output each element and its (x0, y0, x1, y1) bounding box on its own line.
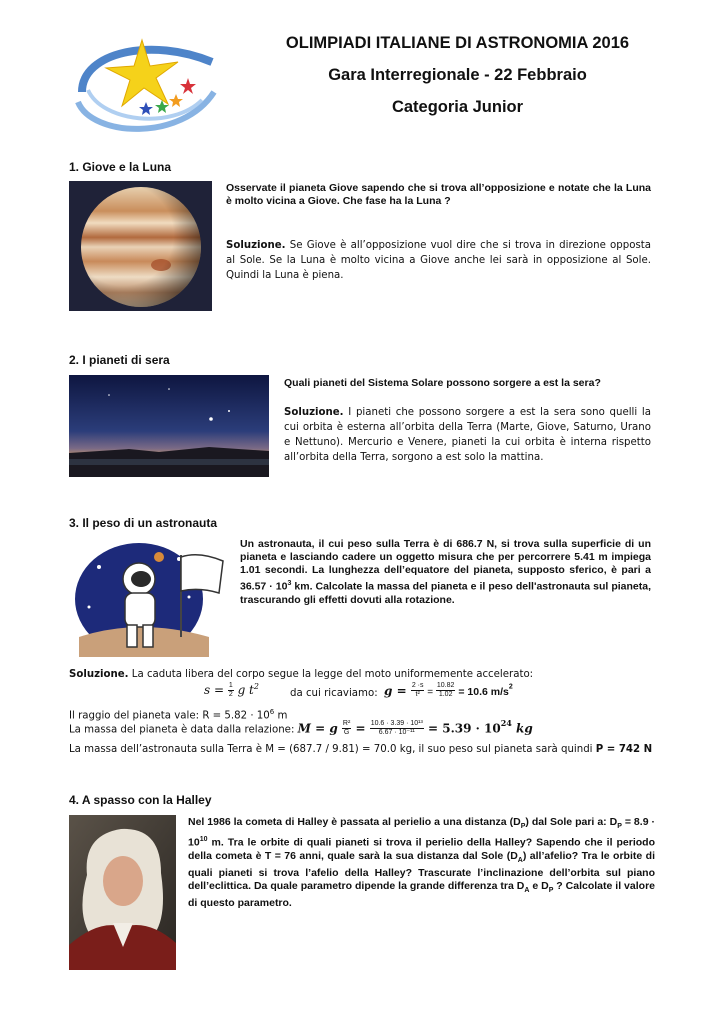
eq-g: g = (384, 684, 411, 698)
eq-g-result-exp: 2 (508, 683, 513, 691)
q1-solution-text: Se Giove è all’opposizione vuol dire che si trova in direzione opposta al Sole. Se la Luna è molto vicina a Giove anche lei sarà in opposizione al Sole. Quindi la Luna è piena. (226, 240, 651, 281)
q1-solution (226, 238, 651, 283)
q4-exp-1: 10 (199, 836, 208, 844)
jupiter-image (69, 181, 212, 311)
mass-unit: kg (511, 721, 533, 736)
weight-text: La massa dell’astronauta sulla Terra è M = (687.7 / 9.81) = 70.0 kg, il suo peso sul pianeta sarà quindi (69, 744, 596, 755)
q3-question-part1: Un astronauta, il cui peso sulla Terra è di 686.7 N, si trova sulla superficie di un pianeta e lasciando cadere un oggetto misura che per percorrere 5.41 m impiega 1.01 secondi. La lunghezza dell’equatore del pianeta, supposto sferico, è pari a 36.57 · 10 (240, 538, 651, 593)
q3-mass-relation (69, 718, 669, 744)
weight-result: P = 742 N (595, 744, 653, 755)
astronaut-image (69, 537, 227, 657)
q4-sub-5: P (548, 886, 554, 894)
q3-question-part2: km. Calcolate la massa del pianeta e il peso dell'astronauta sul pianeta, trascurando gli effetti dovuti alla rotazione. (240, 580, 651, 606)
mass-text: La massa del pianeta è data dalla relazione: (69, 724, 298, 736)
eq-gt: g t (233, 683, 254, 697)
q2-solution-text: I pianeti che possono sorgere a est la sera sono quelli la cui orbita è esterna all’orbita della Terra (Marte, Giove, Saturno, Urano e Nettuno). Mercurio e Venere, pianeti la cui orbita è interna rispetto all’orbita della Terra, sorgono a est solo la mattina. (284, 407, 651, 463)
q3-heading: 3. Il peso di un astronauta (69, 516, 218, 530)
q4-part-f: e D (529, 879, 549, 892)
evening-sky-image (69, 375, 269, 477)
q3-solution-intro-text: La caduta libera del corpo segue la legge del moto uniformemente accelerato: (128, 669, 534, 680)
q2-solution (284, 405, 651, 465)
q2-question: Quali pianeti del Sistema Solare possono sorgere a est la sera? (284, 377, 601, 389)
q1-question: Osservate il pianeta Giove sapendo che si trova all’opposizione e notate che la Luna è molto vicina a Giove. Che fase ha la Luna ? (226, 182, 651, 207)
eq-g-frac1: $\frac{2 \cdot s}{\text{t²}}$ (411, 682, 424, 699)
page-title: OLIMPIADI ITALIANE DI ASTRONOMIA 2016 (285, 34, 630, 52)
mass-result: = 5.39 · 10 (423, 721, 501, 736)
eq-g-frac2: $\frac{10.82}{1.02}$ (436, 682, 455, 699)
page-category: Categoria Junior (391, 98, 524, 116)
q3-equation-g (384, 682, 513, 706)
page-subtitle: Gara Interregionale - 22 Febbraio (328, 66, 587, 84)
q3-equation-motion (204, 682, 259, 706)
q2-heading: 2. I pianeti di sera (69, 353, 170, 367)
radius-text: Il raggio del pianeta vale: R = 5.82 · 10 (69, 710, 270, 722)
mass-frac1: $\frac{\text{R²}}{G}$ (342, 719, 351, 736)
q4-sub-1: P (520, 823, 526, 831)
q4-part-e: ) all’afelio? Tra le orbite di quali pianeti si trova l’afelio della Halley? Trascurate l’inclinazione dell’orbita sul piano dell’eclittica. Da quale parametro dipende la grande differenza tra D (188, 849, 655, 892)
eq-half: $\frac{1}{2}$ (228, 682, 233, 699)
q4-part-c: = 8.9 · 10 (188, 816, 655, 849)
radius-exp: 6 (269, 708, 275, 716)
olympiad-logo (72, 32, 220, 140)
q3-weight (69, 742, 669, 757)
q3-question-exponent: 3 (287, 580, 292, 587)
mass-result-exp: 24 (500, 718, 512, 728)
mass-equals: = (351, 721, 370, 736)
q4-sub-3: A (517, 856, 523, 864)
q3-equation-mid: da cui ricaviamo: (290, 688, 378, 699)
q4-part-a: Nel 1986 la cometa di Halley è passata al perielio a una distanza (D (188, 816, 521, 828)
q3-solution-intro (69, 667, 659, 682)
q4-part-g: ? Calcolate il valore di questo parametro. (188, 879, 655, 909)
mass-frac2: $\frac{\text{10.6 · 3.39 · 10¹³}}{\text{6.67 · 10⁻¹¹}}$ (370, 719, 423, 736)
q4-sub-4: A (524, 886, 530, 894)
eq-s: s = (204, 683, 228, 697)
q4-part-b: ) dal Sole pari a: D (525, 816, 618, 828)
radius-unit: m (274, 710, 288, 722)
q4-sub-2: P (617, 823, 622, 831)
eq-g-equals: = (424, 687, 436, 698)
q3-solution-label: Soluzione. (69, 669, 129, 680)
q3-question (240, 538, 651, 607)
q4-part-d: m. Tra le orbite di quali pianeti si trova il perielio della Halley? Sapendo che il periodo della cometa è T = 76 anni, quale sarà la sua distanza dal Sole (D (188, 836, 655, 862)
q4-question (188, 816, 655, 910)
q2-solution-label: Soluzione. (284, 407, 344, 418)
halley-portrait-image (69, 815, 176, 970)
q4-heading: 4. A spasso con la Halley (69, 793, 212, 807)
q1-solution-label: Soluzione. (226, 240, 286, 251)
eq-g-result: = 10.6 m/s (455, 686, 509, 698)
mass-M: M = g (297, 721, 342, 736)
q1-heading: 1. Giove e la Luna (69, 160, 172, 174)
eq-gt-exp: 2 (253, 682, 259, 691)
